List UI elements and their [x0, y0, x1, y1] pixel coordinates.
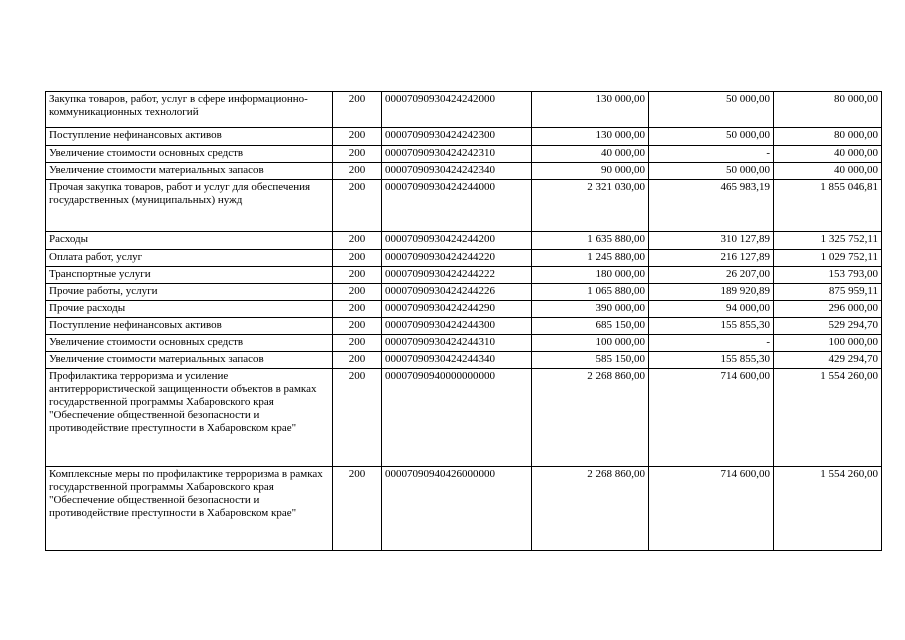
cell-name: Увеличение стоимости основных средств: [46, 335, 333, 352]
cell-name: Увеличение стоимости материальных запасов: [46, 352, 333, 369]
table-row: [46, 369, 882, 467]
cell-approved: 180 000,00: [532, 267, 649, 284]
cell-executed: -: [649, 335, 774, 352]
cell-executed: -: [649, 146, 774, 163]
cell-approved: 2 268 860,00: [532, 467, 649, 551]
cell-executed: 155 855,30: [649, 318, 774, 335]
cell-code: 200: [333, 128, 382, 146]
table-row: [46, 284, 882, 301]
table-row: [46, 232, 882, 250]
cell-approved: 1 245 880,00: [532, 250, 649, 267]
cell-executed: 189 920,89: [649, 284, 774, 301]
table-row: [46, 180, 882, 232]
cell-budget-code: 00007090930424244000: [382, 180, 532, 232]
cell-approved: 585 150,00: [532, 352, 649, 369]
cell-remaining: 875 959,11: [774, 284, 882, 301]
cell-approved: 390 000,00: [532, 301, 649, 318]
cell-remaining: 80 000,00: [774, 128, 882, 146]
cell-budget-code: 00007090930424244200: [382, 232, 532, 250]
cell-name: Профилактика терроризма и усиление антитеррористической защищенности объектов в рамках государственной программы Хабаровского края "Обеспечение общественной безопасности и противодействие преступности в Хабаровском крае": [46, 369, 333, 467]
cell-remaining: 429 294,70: [774, 352, 882, 369]
cell-remaining: 1 855 046,81: [774, 180, 882, 232]
cell-executed: 465 983,19: [649, 180, 774, 232]
cell-remaining: 529 294,70: [774, 318, 882, 335]
cell-remaining: 153 793,00: [774, 267, 882, 284]
cell-executed: 50 000,00: [649, 92, 774, 128]
cell-name: Закупка товаров, работ, услуг в сфере информационно-коммуникационных технологий: [46, 92, 333, 128]
cell-budget-code: 00007090930424242000: [382, 92, 532, 128]
cell-budget-code: 00007090930424244222: [382, 267, 532, 284]
cell-executed: 50 000,00: [649, 163, 774, 180]
cell-code: 200: [333, 250, 382, 267]
table-row: [46, 318, 882, 335]
cell-approved: 100 000,00: [532, 335, 649, 352]
cell-code: 200: [333, 352, 382, 369]
cell-code: 200: [333, 163, 382, 180]
cell-code: 200: [333, 301, 382, 318]
table-row: [46, 301, 882, 318]
cell-executed: 216 127,89: [649, 250, 774, 267]
cell-code: 200: [333, 335, 382, 352]
cell-code: 200: [333, 467, 382, 551]
cell-executed: 26 207,00: [649, 267, 774, 284]
cell-approved: 130 000,00: [532, 128, 649, 146]
cell-remaining: 1 554 260,00: [774, 467, 882, 551]
cell-code: 200: [333, 180, 382, 232]
cell-remaining: 1 325 752,11: [774, 232, 882, 250]
cell-approved: 2 268 860,00: [532, 369, 649, 467]
cell-remaining: 296 000,00: [774, 301, 882, 318]
cell-budget-code: 00007090930424244290: [382, 301, 532, 318]
cell-name: Увеличение стоимости основных средств: [46, 146, 333, 163]
cell-code: 200: [333, 92, 382, 128]
cell-name: Поступление нефинансовых активов: [46, 128, 333, 146]
table-row: [46, 267, 882, 284]
cell-budget-code: 00007090930424242300: [382, 128, 532, 146]
cell-name: Увеличение стоимости материальных запасов: [46, 163, 333, 180]
table-row: [46, 467, 882, 551]
cell-name: Прочие работы, услуги: [46, 284, 333, 301]
cell-executed: 714 600,00: [649, 369, 774, 467]
cell-budget-code: 00007090940426000000: [382, 467, 532, 551]
cell-name: Транспортные услуги: [46, 267, 333, 284]
cell-executed: 714 600,00: [649, 467, 774, 551]
table-row: [46, 146, 882, 163]
budget-table: [45, 91, 882, 551]
cell-remaining: 40 000,00: [774, 163, 882, 180]
cell-budget-code: 00007090930424244340: [382, 352, 532, 369]
cell-approved: 130 000,00: [532, 92, 649, 128]
cell-budget-code: 00007090930424242310: [382, 146, 532, 163]
cell-approved: 90 000,00: [532, 163, 649, 180]
cell-budget-code: 00007090930424242340: [382, 163, 532, 180]
cell-approved: 1 635 880,00: [532, 232, 649, 250]
cell-remaining: 80 000,00: [774, 92, 882, 128]
budget-table-body: [46, 92, 882, 551]
cell-budget-code: 00007090930424244310: [382, 335, 532, 352]
cell-code: 200: [333, 369, 382, 467]
cell-budget-code: 00007090940000000000: [382, 369, 532, 467]
cell-name: Прочая закупка товаров, работ и услуг для обеспечения государственных (муниципальных) нужд: [46, 180, 333, 232]
cell-remaining: 40 000,00: [774, 146, 882, 163]
table-row: [46, 250, 882, 267]
cell-name: Поступление нефинансовых активов: [46, 318, 333, 335]
table-row: [46, 128, 882, 146]
cell-remaining: 100 000,00: [774, 335, 882, 352]
cell-budget-code: 00007090930424244226: [382, 284, 532, 301]
cell-executed: 155 855,30: [649, 352, 774, 369]
cell-budget-code: 00007090930424244300: [382, 318, 532, 335]
table-row: [46, 335, 882, 352]
cell-approved: 685 150,00: [532, 318, 649, 335]
cell-code: 200: [333, 232, 382, 250]
cell-code: 200: [333, 267, 382, 284]
cell-approved: 1 065 880,00: [532, 284, 649, 301]
cell-executed: 310 127,89: [649, 232, 774, 250]
cell-executed: 94 000,00: [649, 301, 774, 318]
cell-approved: 40 000,00: [532, 146, 649, 163]
table-row: [46, 352, 882, 369]
cell-code: 200: [333, 318, 382, 335]
cell-budget-code: 00007090930424244220: [382, 250, 532, 267]
cell-approved: 2 321 030,00: [532, 180, 649, 232]
cell-code: 200: [333, 284, 382, 301]
cell-code: 200: [333, 146, 382, 163]
table-row: [46, 163, 882, 180]
table-row: [46, 92, 882, 128]
cell-name: Расходы: [46, 232, 333, 250]
cell-name: Прочие расходы: [46, 301, 333, 318]
cell-name: Комплексные меры по профилактике терроризма в рамках государственной программы Хабаровского края "Обеспечение общественной безопасности и противодействие преступности в Хабаровском крае": [46, 467, 333, 551]
cell-remaining: 1 554 260,00: [774, 369, 882, 467]
cell-executed: 50 000,00: [649, 128, 774, 146]
cell-remaining: 1 029 752,11: [774, 250, 882, 267]
cell-name: Оплата работ, услуг: [46, 250, 333, 267]
